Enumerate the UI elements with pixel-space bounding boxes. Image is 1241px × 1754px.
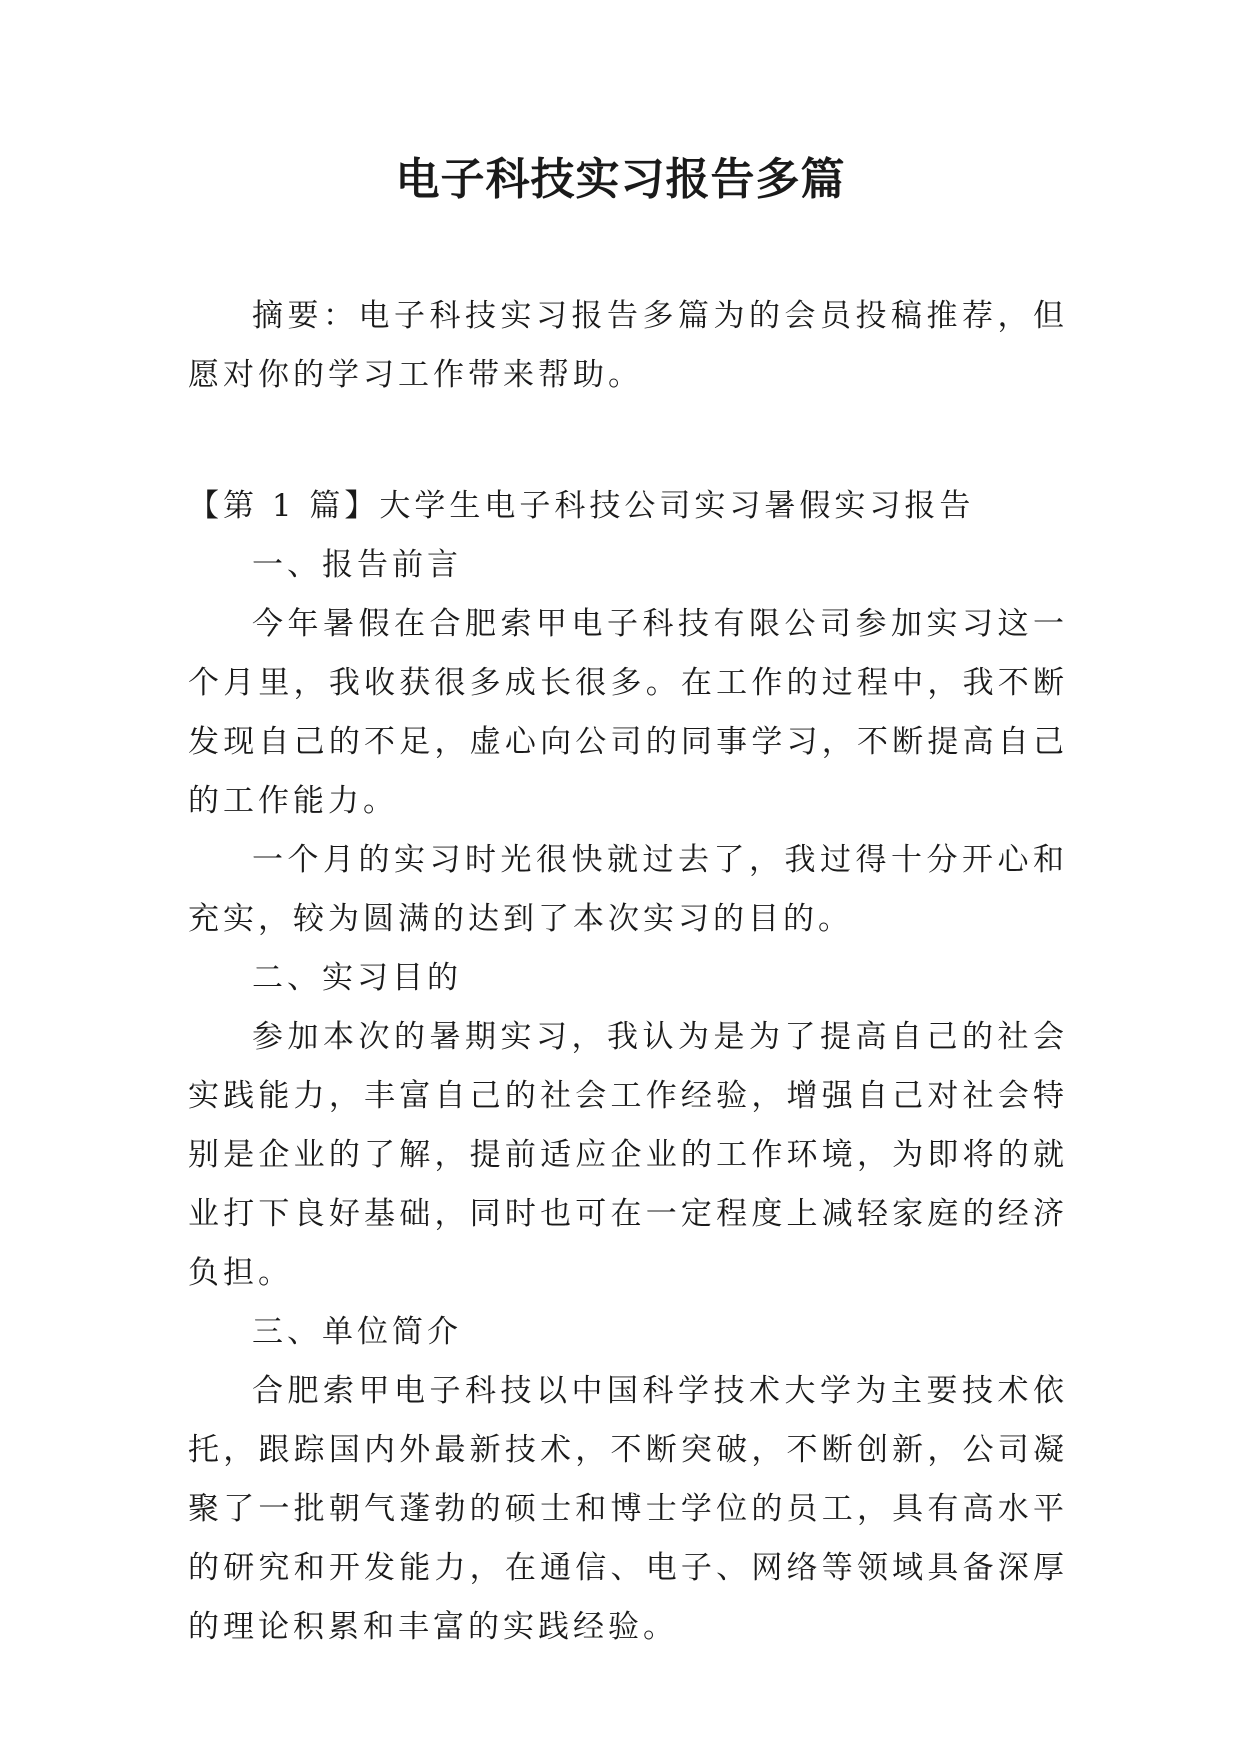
document-body — [188, 287, 1068, 1657]
paragraph-gap — [188, 405, 1068, 477]
article-heading: 【第 1 篇】大学生电子科技公司实习暑假实习报告 — [188, 488, 975, 524]
section-2-title: 二、实习目的 — [252, 960, 462, 996]
section-3-title: 三、单位简介 — [252, 1314, 462, 1350]
section-2-paragraph-1: 参加本次的暑期实习，我认为是为了提高自己的社会实践能力，丰富自己的社会工作经验，增强自己对社会特别是企业的了解，提前适应企业的工作环境，为即将的就业打下良好基础，同时也可在一定程度上减轻家庭的经济负担。 — [188, 1019, 1068, 1291]
abstract-paragraph: 摘要：电子科技实习报告多篇为的会员投稿推荐，但愿对你的学习工作带来帮助。 — [188, 298, 1068, 393]
section-1-paragraph-1: 今年暑假在合肥索甲电子科技有限公司参加实习这一个月里，我收获很多成长很多。在工作的过程中，我不断发现自己的不足，虚心向公司的同事学习，不断提高自己的工作能力。 — [188, 606, 1068, 819]
section-1-paragraph-2: 一个月的实习时光很快就过去了，我过得十分开心和充实，较为圆满的达到了本次实习的目的。 — [188, 842, 1068, 937]
section-3-paragraph-1: 合肥索甲电子科技以中国科学技术大学为主要技术依托，跟踪国内外最新技术，不断突破，不断创新，公司凝聚了一批朝气蓬勃的硕士和博士学位的员工，具有高水平的研究和开发能力，在通信、电子、网络等领域具备深厚的理论积累和丰富的实践经验。 — [188, 1373, 1068, 1645]
document-title: 电子科技实习报告多篇 — [395, 154, 846, 205]
section-1-title: 一、报告前言 — [252, 547, 462, 583]
